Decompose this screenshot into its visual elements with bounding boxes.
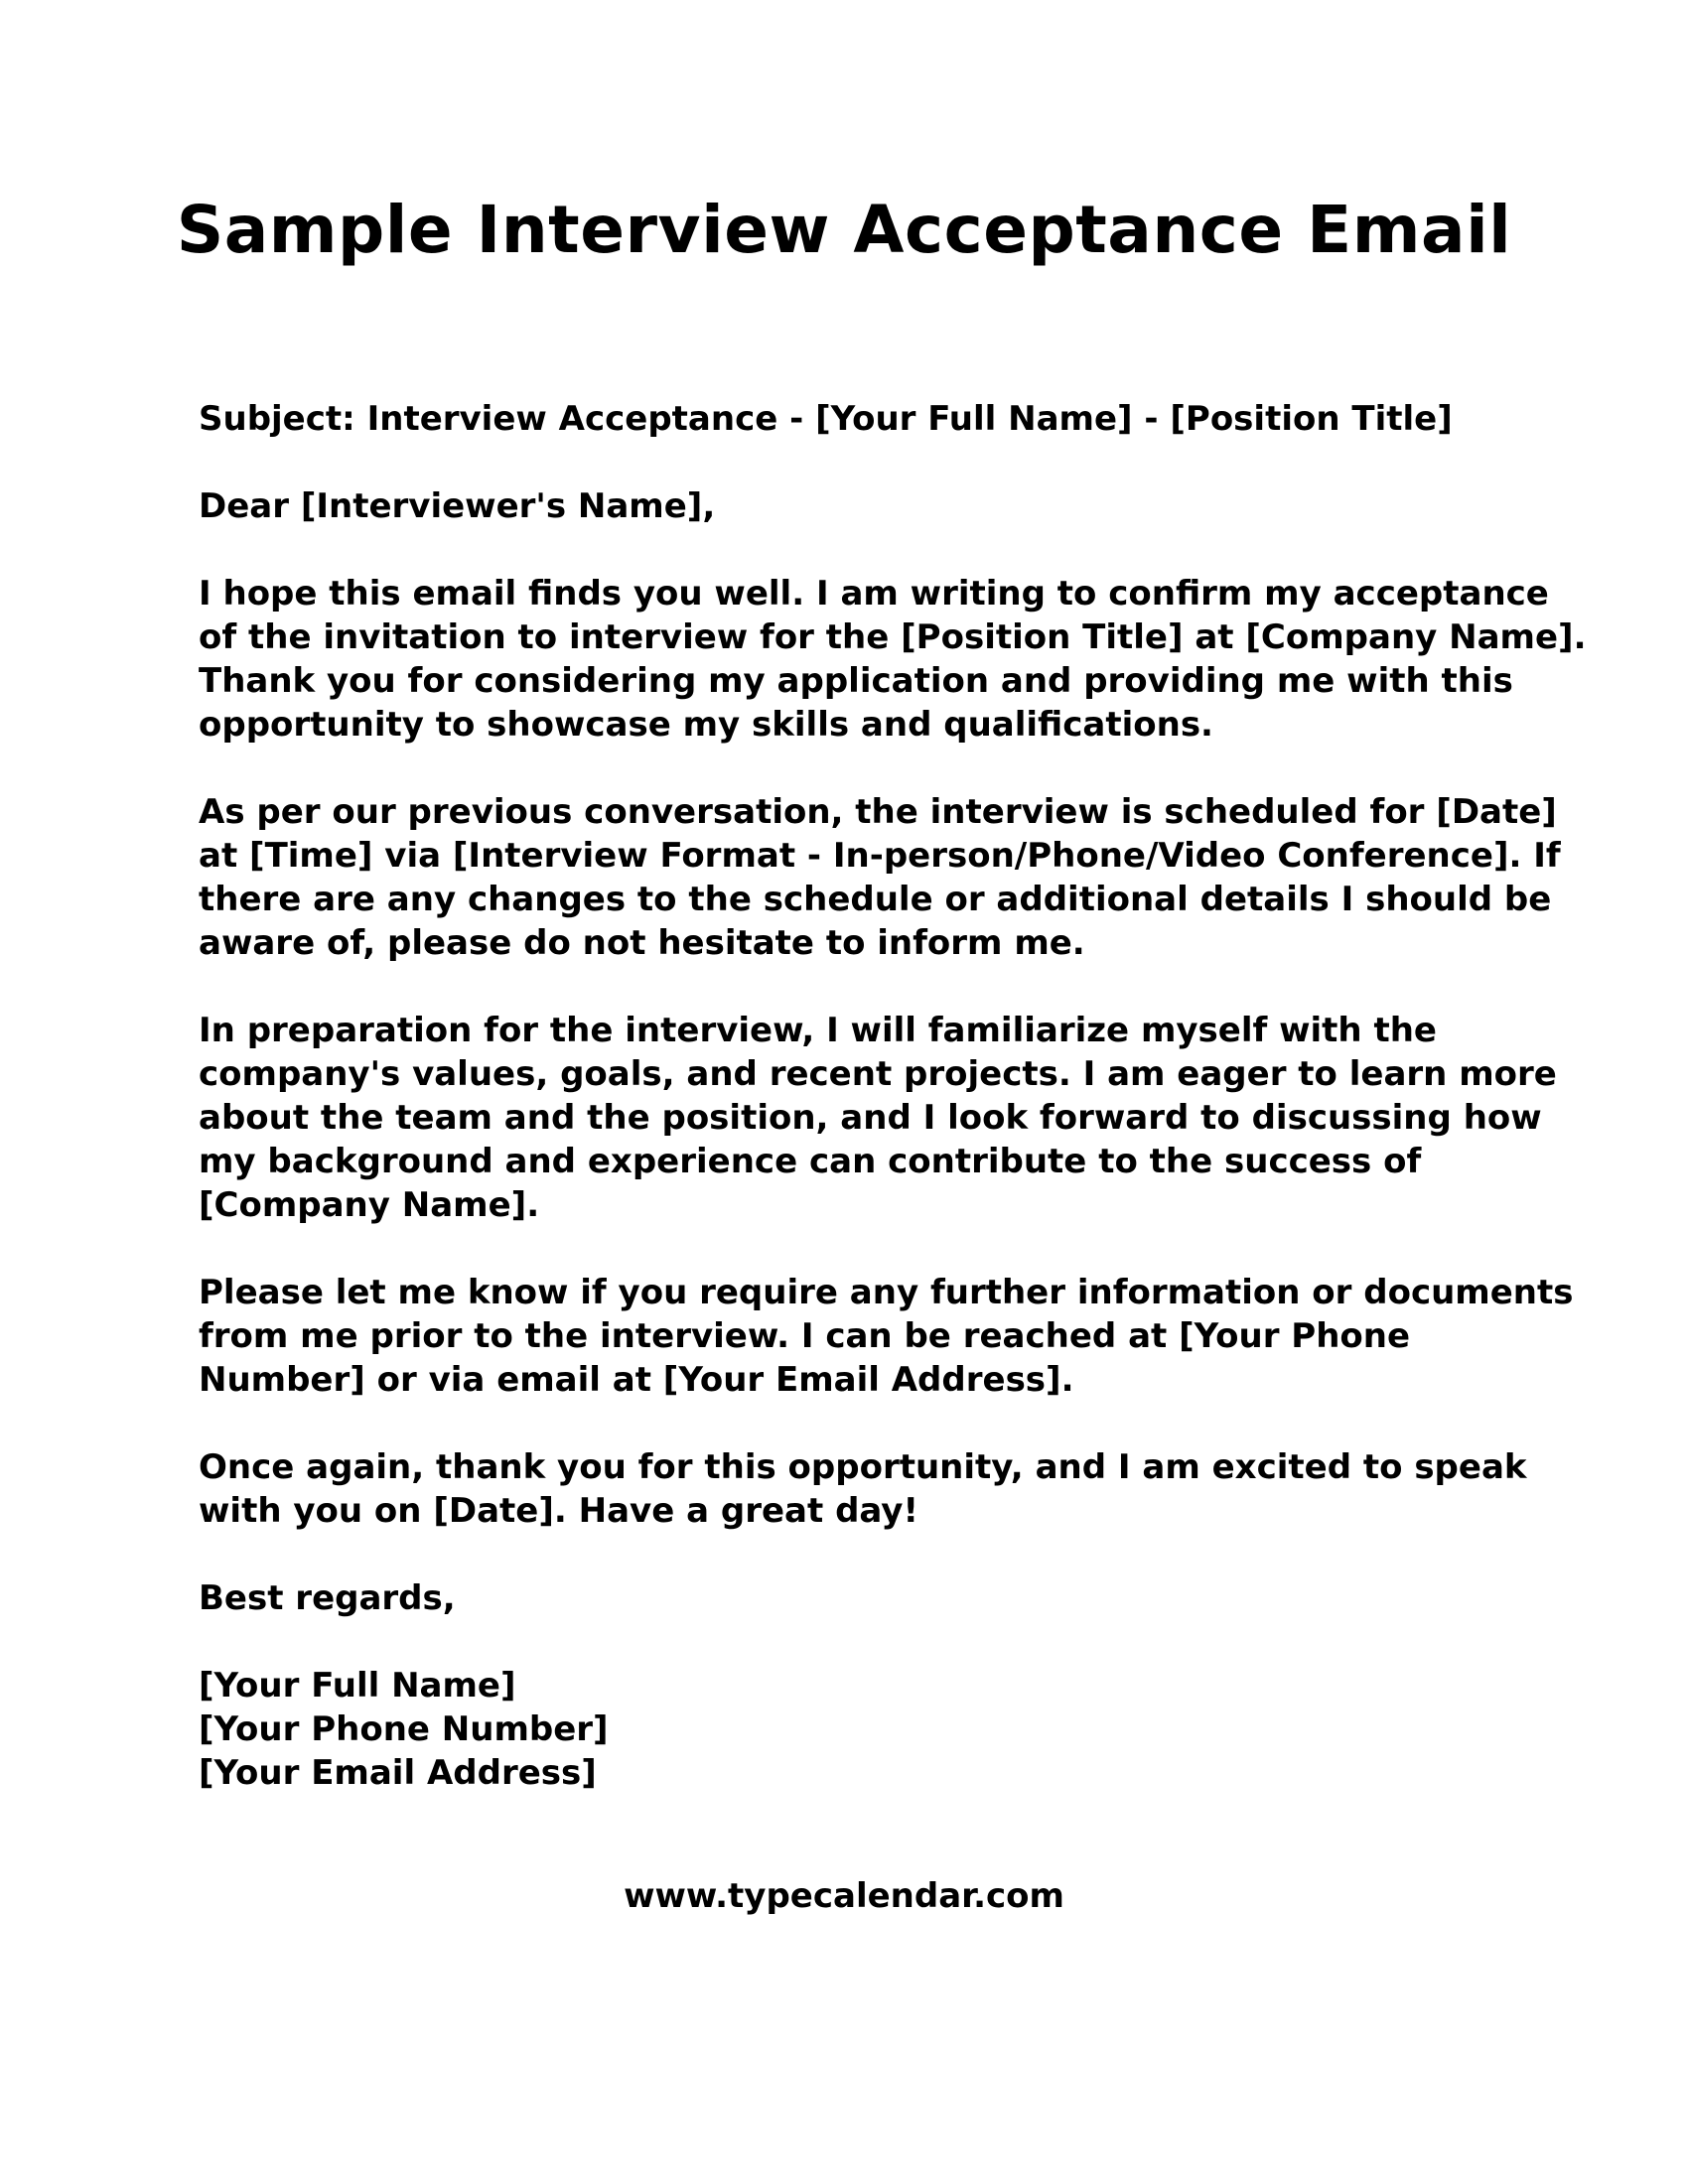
paragraph-line: Thank you for considering my application and providing me with this — [199, 661, 1513, 701]
email-signature — [199, 1664, 1499, 1795]
paragraph-line: of the invitation to interview for the [Position Title] at [Company Name]. — [199, 617, 1587, 657]
document-title: Sample Interview Acceptance Email — [176, 192, 1512, 268]
paragraph-line: [Company Name]. — [199, 1185, 540, 1225]
email-subject: Subject: Interview Acceptance - [Your Full Name] - [Position Title] — [199, 399, 1453, 439]
paragraph-line: at [Time] via [Interview Format - In-person/Phone/Video Conference]. If — [199, 836, 1561, 876]
paragraph-line: with you on [Date]. Have a great day! — [199, 1491, 918, 1531]
paragraph-line: company's values, goals, and recent projects. I am eager to learn more — [199, 1054, 1557, 1094]
signature-email: [Your Email Address] — [199, 1753, 597, 1793]
paragraph-line: my background and experience can contribute to the success of — [199, 1142, 1422, 1181]
email-paragraph-5 — [199, 1445, 1527, 1533]
paragraph-line: from me prior to the interview. I can be reached at [Your Phone — [199, 1316, 1411, 1356]
signature-name: [Your Full Name] — [199, 1666, 516, 1706]
paragraph-line: I hope this email finds you well. I am writing to confirm my acceptance — [199, 574, 1549, 614]
email-paragraph-4 — [199, 1271, 1574, 1402]
paragraph-line: As per our previous conversation, the interview is scheduled for [Date] — [199, 792, 1557, 832]
email-paragraph-3 — [199, 1009, 1557, 1227]
paragraph-line: Number] or via email at [Your Email Address]. — [199, 1360, 1074, 1400]
paragraph-line: Please let me know if you require any further information or documents — [199, 1273, 1574, 1312]
email-closing: Best regards, — [199, 1578, 456, 1618]
paragraph-line: opportunity to showcase my skills and qualifications. — [199, 705, 1213, 745]
email-paragraph-1 — [199, 572, 1587, 747]
email-paragraph-2 — [199, 790, 1561, 965]
paragraph-line: there are any changes to the schedule or additional details I should be — [199, 880, 1552, 919]
paragraph-line: Once again, thank you for this opportunity, and I am excited to speak — [199, 1447, 1527, 1487]
signature-phone: [Your Phone Number] — [199, 1709, 609, 1749]
paragraph-line: aware of, please do not hesitate to inform me. — [199, 923, 1085, 963]
email-body — [199, 397, 1587, 1795]
footer-url: www.typecalendar.com — [624, 1876, 1064, 1916]
email-greeting: Dear [Interviewer's Name], — [199, 486, 716, 526]
paragraph-line: In preparation for the interview, I will familiarize myself with the — [199, 1011, 1437, 1050]
paragraph-line: about the team and the position, and I look forward to discussing how — [199, 1098, 1542, 1138]
